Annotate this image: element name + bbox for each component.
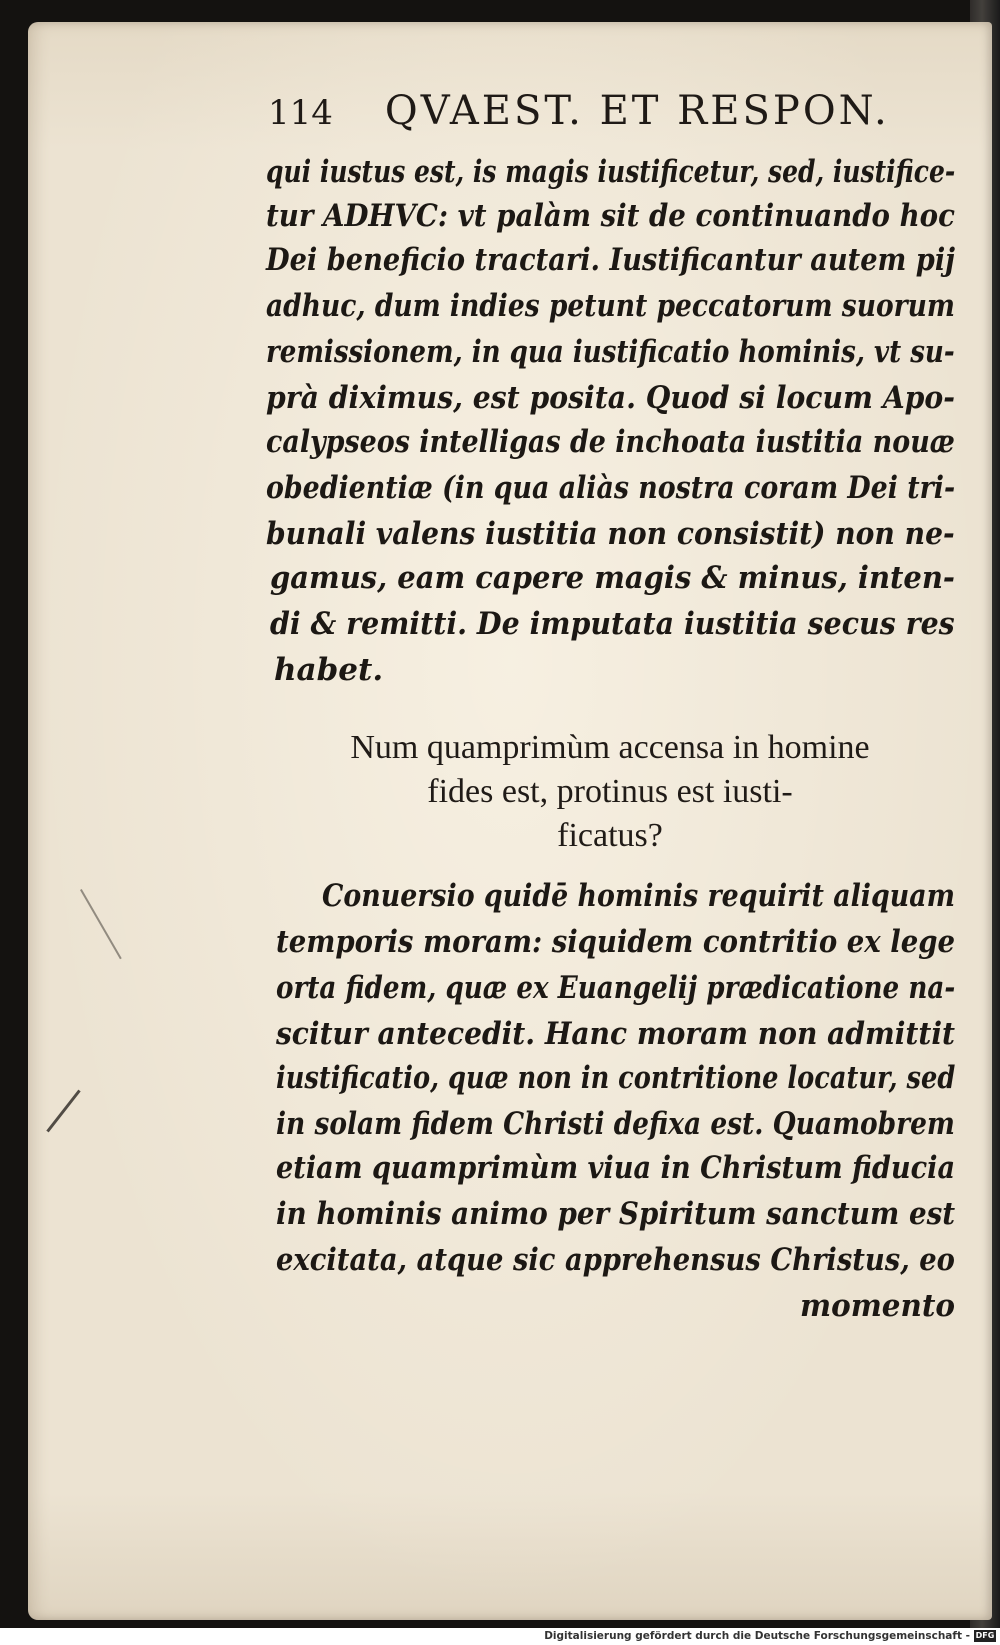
page-number: 114 <box>268 93 333 133</box>
question-heading-line: fides est, protinus est iusti- <box>427 773 793 810</box>
body-line: bunali valens iustitia non consistit) non ne- <box>266 516 955 552</box>
answer-line: in hominis animo per Spiritum sanctum est <box>276 1196 956 1232</box>
answer-line: scitur antecedit. Hanc moram non admittit <box>276 1016 955 1052</box>
digitization-credit: Digitalisierung gefördert durch die Deutsche Forschungsgemeinschaft - <box>544 1630 970 1642</box>
body-line: remissionem, in qua iustificatio hominis, vt su- <box>266 334 955 370</box>
body-line: prà diximus, est posita. Quod si locum Apo- <box>266 380 955 416</box>
answer-line: orta fidem, quæ ex Euangelij prædicatione na- <box>276 970 956 1006</box>
running-head <box>268 88 908 134</box>
question-heading-line: Num quamprimùm accensa in homine <box>350 729 870 766</box>
body-line: obedientiæ (in qua aliàs nostra coram Dei tri- <box>266 470 956 506</box>
body-line: adhuc, dum indies petunt peccatorum suorum <box>266 288 955 324</box>
body-line: Dei beneficio tractari. Iustificantur autem pij <box>266 242 956 278</box>
body-line: qui iustus est, is magis iustificetur, sed, iustifice- <box>266 154 956 190</box>
catchword: momento <box>800 1288 956 1324</box>
answer-line: excitata, atque sic apprehensus Christus, eo <box>276 1242 955 1278</box>
body-line: habet. <box>274 652 384 688</box>
body-line: di & remitti. De imputata iustitia secus res <box>270 606 955 642</box>
body-line: tur ADHVC: vt palàm sit de continuando hoc <box>266 198 955 234</box>
answer-line: iustificatio, quæ non in contritione locatur, sed <box>276 1060 956 1096</box>
body-line: gamus, eam capere magis & minus, inten- <box>270 560 955 596</box>
question-heading-line: ficatus? <box>557 817 663 854</box>
answer-line: etiam quamprimùm viua in Christum fiducia <box>276 1150 956 1186</box>
body-line: calypseos intelligas de inchoata iustitia nouæ <box>266 424 955 460</box>
running-title: QVAEST. ET RESPON. <box>384 88 890 134</box>
answer-line: in solam fidem Christi defixa est. Quamobrem <box>276 1106 955 1142</box>
answer-line: temporis moram: siquidem contritio ex lege <box>276 924 956 960</box>
dfg-logo: DFG <box>975 1631 995 1640</box>
answer-line: Conuersio quidē hominis requirit aliquam <box>322 878 955 914</box>
